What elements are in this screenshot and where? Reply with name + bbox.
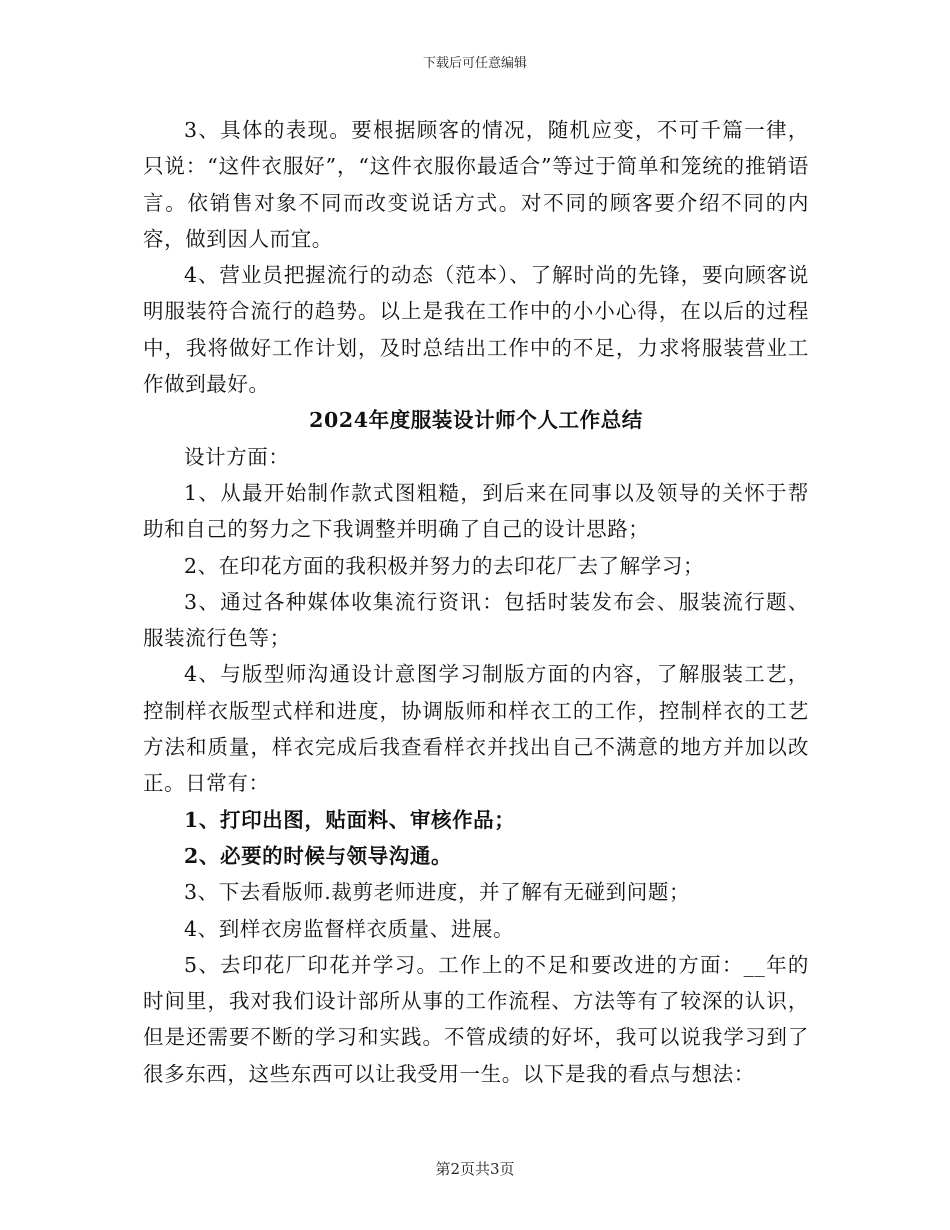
page-header: 下载后可任意编辑 bbox=[422, 56, 527, 71]
section-title: 2024年度服装设计师个人工作总结 bbox=[309, 408, 643, 433]
paragraph: 4、与版型师沟通设计意图学习制版方面的内容，了解服装工艺，控制样衣版型式样和进度，协调版师和样衣工的工作，控制样衣的工艺方法和质量，样衣完成后我查看样衣并找出自己不满意的地方并加以改正。日常有： bbox=[143, 662, 809, 796]
bold-list-item: 1、打印出图，贴面料、审核作品； bbox=[184, 807, 516, 832]
document-body bbox=[143, 112, 809, 1092]
paragraph: 5、去印花厂印花并学习。工作上的不足和要改进的方面：__年的时间里，我对我们设计部所从事的工作流程、方法等有了较深的认识，但是还需要不断的学习和实践。不管成绩的好坏，我可以说我学习到了很多东西，这些东西可以让我受用一生。以下是我的看点与想法： bbox=[143, 952, 809, 1086]
paragraph: 1、从最开始制作款式图粗糙，到后来在同事以及领导的关怀于帮助和自己的努力之下我调整并明确了自己的设计思路； bbox=[143, 480, 809, 542]
paragraph: 3、通过各种媒体收集流行资讯：包括时装发布会、服装流行题、服装流行色等； bbox=[143, 589, 809, 651]
paragraph: 4、营业员把握流行的动态（范本）、了解时尚的先锋，要向顾客说明服装符合流行的趋势。以上是我在工作中的小小心得，在以后的过程中，我将做好工作计划，及时总结出工作中的不足，力求将服装营业工作做到最好。 bbox=[143, 263, 809, 397]
paragraph: 4、到样衣房监督样衣质量、进展。 bbox=[184, 916, 515, 941]
paragraph: 设计方面： bbox=[184, 444, 290, 469]
paragraph: 2、在印花方面的我积极并努力的去印花厂去了解学习； bbox=[184, 553, 705, 578]
page-footer: 第2页共3页 bbox=[435, 1160, 515, 1178]
paragraph: 3、具体的表现。要根据顾客的情况，随机应变，不可千篇一律，只说：“这件衣服好”，“这件衣服你最适合”等过于简单和笼统的推销语言。依销售对象不同而改变说话方式。对不同的顾客要介绍不同的内容，做到因人而宜。 bbox=[143, 118, 809, 251]
bold-list-item: 2、必要的时候与领导沟通。 bbox=[184, 843, 453, 868]
paragraph: 3、下去看版师.裁剪老师进度，并了解有无碰到问题； bbox=[184, 880, 691, 905]
